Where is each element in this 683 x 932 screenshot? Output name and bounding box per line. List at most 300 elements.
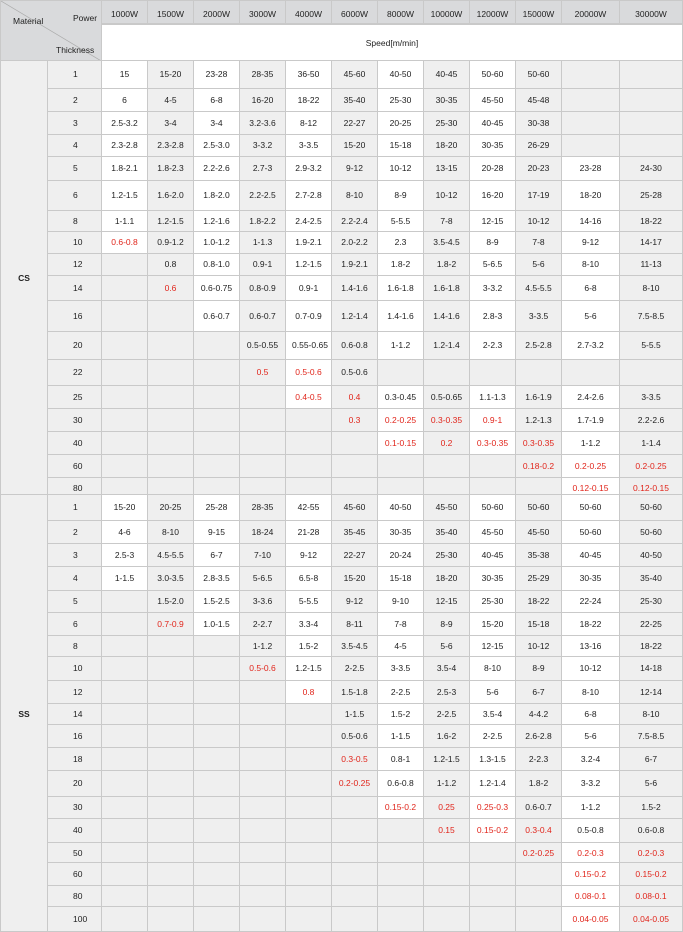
speed-cell: 30-35 — [562, 567, 620, 591]
speed-cell: 0.6-0.8 — [378, 771, 424, 797]
speed-cell: 3.5-4 — [424, 657, 470, 681]
speed-cell: 3.5-4.5 — [332, 636, 378, 657]
thickness-cell: 14 — [48, 704, 102, 725]
empty-cell — [148, 771, 194, 797]
speed-cell: 0.3-0.4 — [516, 819, 562, 843]
speed-cell: 22-24 — [562, 591, 620, 613]
speed-cell: 1.5-2.5 — [194, 591, 240, 613]
speed-cell: 2.4-2.5 — [286, 211, 332, 232]
power-header-10000w: 10000W — [424, 0, 470, 24]
empty-cell — [148, 886, 194, 907]
empty-cell — [240, 797, 286, 819]
speed-cell: 2-2.3 — [470, 332, 516, 360]
speed-cell: 1.8-2 — [424, 254, 470, 276]
speed-cell: 9-12 — [286, 544, 332, 567]
empty-cell — [194, 386, 240, 409]
empty-cell — [470, 886, 516, 907]
speed-cell: 0.8-1 — [378, 748, 424, 771]
speed-cell: 13-15 — [424, 157, 470, 181]
speed-cell: 2.2-2.5 — [240, 181, 286, 211]
speed-cell: 5-5.5 — [620, 332, 683, 360]
speed-cell: 23-28 — [194, 61, 240, 89]
speed-cell: 8-9 — [470, 232, 516, 254]
speed-cell: 2-2.5 — [332, 657, 378, 681]
speed-cell: 3-3.2 — [562, 771, 620, 797]
speed-cell: 36-50 — [286, 61, 332, 89]
speed-cell: 2.2-2.6 — [194, 157, 240, 181]
speed-cell: 1.8-2.3 — [148, 157, 194, 181]
empty-cell — [424, 843, 470, 863]
empty-cell — [332, 907, 378, 932]
speed-cell: 1.5-1.8 — [332, 681, 378, 704]
speed-cell: 45-50 — [424, 495, 470, 521]
speed-cell: 5-6 — [620, 771, 683, 797]
speed-cell: 1-1.5 — [378, 725, 424, 748]
speed-cell: 0.2-0.25 — [378, 409, 424, 432]
speed-cell: 20-28 — [470, 157, 516, 181]
speed-cell: 28-35 — [240, 61, 286, 89]
speed-cell: 0.8-1.0 — [194, 254, 240, 276]
thickness-cell: 2 — [48, 521, 102, 544]
speed-cell: 8-9 — [378, 181, 424, 211]
empty-cell — [240, 409, 286, 432]
thickness-cell: 8 — [48, 636, 102, 657]
speed-cell: 7-8 — [424, 211, 470, 232]
empty-cell — [240, 455, 286, 478]
empty-cell — [194, 432, 240, 455]
speed-cell: 0.3-0.35 — [424, 409, 470, 432]
speed-cell: 0.3 — [332, 409, 378, 432]
speed-cell: 1.2-1.5 — [102, 181, 148, 211]
speed-cell: 1.2-1.5 — [148, 211, 194, 232]
speed-cell: 0.2-0.3 — [562, 843, 620, 863]
speed-cell: 40-50 — [378, 61, 424, 89]
speed-cell: 4.5-5.5 — [516, 276, 562, 301]
empty-cell — [240, 819, 286, 843]
thickness-cell: 8 — [48, 211, 102, 232]
empty-cell — [102, 386, 148, 409]
power-header-4000w: 4000W — [286, 0, 332, 24]
empty-cell — [286, 455, 332, 478]
speed-cell: 40-45 — [424, 61, 470, 89]
empty-cell — [194, 657, 240, 681]
empty-cell — [620, 135, 683, 157]
speed-cell: 1.2-1.5 — [286, 254, 332, 276]
empty-cell — [286, 409, 332, 432]
speed-cell: 18-20 — [424, 135, 470, 157]
speed-cell: 2.7-3.2 — [562, 332, 620, 360]
empty-cell — [194, 748, 240, 771]
speed-cell: 1-1.3 — [240, 232, 286, 254]
speed-cell: 3.0-3.5 — [148, 567, 194, 591]
speed-cell: 40-45 — [562, 544, 620, 567]
speed-cell: 0.12-0.15 — [620, 478, 683, 495]
empty-cell — [148, 301, 194, 332]
speed-cell: 50-60 — [620, 521, 683, 544]
empty-cell — [194, 863, 240, 886]
speed-cell: 40-50 — [620, 544, 683, 567]
speed-cell: 40-45 — [470, 112, 516, 135]
empty-cell — [194, 725, 240, 748]
speed-cell: 22-27 — [332, 544, 378, 567]
power-header-2000w: 2000W — [194, 0, 240, 24]
thickness-cell: 5 — [48, 157, 102, 181]
empty-cell — [240, 478, 286, 495]
speed-cell: 0.5-0.8 — [562, 819, 620, 843]
empty-cell — [332, 863, 378, 886]
speed-cell: 0.6-0.8 — [620, 819, 683, 843]
speed-cell: 4-6 — [102, 521, 148, 544]
speed-cell: 3-3.5 — [516, 301, 562, 332]
empty-cell — [148, 704, 194, 725]
speed-cell: 10-12 — [562, 657, 620, 681]
empty-cell — [102, 332, 148, 360]
empty-cell — [102, 771, 148, 797]
speed-cell: 1.2-1.4 — [470, 771, 516, 797]
speed-cell: 0.6-0.7 — [194, 301, 240, 332]
speed-cell: 6.5-8 — [286, 567, 332, 591]
speed-cell: 6 — [102, 89, 148, 112]
speed-cell: 8-10 — [620, 704, 683, 725]
speed-cell: 8-10 — [332, 181, 378, 211]
speed-cell: 15 — [102, 61, 148, 89]
speed-cell: 50-60 — [620, 495, 683, 521]
speed-cell: 1.2-1.6 — [194, 211, 240, 232]
empty-cell — [332, 819, 378, 843]
empty-cell — [332, 843, 378, 863]
speed-cell: 1.6-1.8 — [424, 276, 470, 301]
speed-cell: 25-30 — [424, 112, 470, 135]
speed-cell: 1.9-2.1 — [286, 232, 332, 254]
speed-cell: 0.25 — [424, 797, 470, 819]
speed-cell: 0.3-0.35 — [516, 432, 562, 455]
thickness-cell: 6 — [48, 613, 102, 636]
empty-cell — [148, 332, 194, 360]
speed-cell: 25-29 — [516, 567, 562, 591]
speed-cell: 0.08-0.1 — [562, 886, 620, 907]
speed-cell: 1-1.4 — [620, 432, 683, 455]
speed-cell: 3.5-4 — [470, 704, 516, 725]
speed-cell: 0.9-1 — [470, 409, 516, 432]
speed-cell: 0.5-0.65 — [424, 386, 470, 409]
empty-cell — [286, 704, 332, 725]
speed-cell: 18-22 — [286, 89, 332, 112]
speed-cell: 1.8-2 — [378, 254, 424, 276]
speed-cell: 35-45 — [332, 521, 378, 544]
speed-cell: 14-17 — [620, 232, 683, 254]
empty-cell — [378, 360, 424, 386]
speed-cell: 21-28 — [286, 521, 332, 544]
speed-cell: 0.4-0.5 — [286, 386, 332, 409]
power-header-20000w: 20000W — [562, 0, 620, 24]
empty-cell — [470, 478, 516, 495]
speed-cell: 0.04-0.05 — [562, 907, 620, 932]
thickness-cell: 22 — [48, 360, 102, 386]
speed-cell: 50-60 — [516, 495, 562, 521]
speed-cell: 0.3-0.5 — [332, 748, 378, 771]
thickness-cell: 60 — [48, 455, 102, 478]
speed-cell: 20-25 — [148, 495, 194, 521]
speed-cell: 3.2-4 — [562, 748, 620, 771]
power-header-1000w: 1000W — [102, 0, 148, 24]
speed-cell: 15-20 — [470, 613, 516, 636]
empty-cell — [240, 843, 286, 863]
speed-cell: 20-23 — [516, 157, 562, 181]
speed-cell: 0.6-0.75 — [194, 276, 240, 301]
speed-cell: 45-50 — [470, 89, 516, 112]
speed-cell: 9-10 — [378, 591, 424, 613]
empty-cell — [102, 613, 148, 636]
speed-cell: 0.55-0.65 — [286, 332, 332, 360]
speed-cell: 5-6.5 — [470, 254, 516, 276]
speed-cell: 1.8-2.0 — [194, 181, 240, 211]
empty-cell — [240, 907, 286, 932]
speed-cell: 6-7 — [516, 681, 562, 704]
speed-cell: 0.8 — [148, 254, 194, 276]
speed-cell: 0.6-0.8 — [332, 332, 378, 360]
speed-cell: 0.6-0.8 — [102, 232, 148, 254]
empty-cell — [102, 725, 148, 748]
speed-cell: 3.2-3.6 — [240, 112, 286, 135]
speed-cell: 0.6-0.7 — [240, 301, 286, 332]
empty-cell — [240, 681, 286, 704]
speed-cell: 7-10 — [240, 544, 286, 567]
empty-cell — [424, 886, 470, 907]
speed-cell: 18-22 — [562, 613, 620, 636]
speed-cell: 3.3-4 — [286, 613, 332, 636]
speed-cell: 0.15-0.2 — [470, 819, 516, 843]
speed-cell: 10-12 — [424, 181, 470, 211]
speed-cell: 2.3-2.8 — [102, 135, 148, 157]
speed-cell: 2.5-3 — [424, 681, 470, 704]
thickness-cell: 30 — [48, 409, 102, 432]
speed-cell: 1.4-1.6 — [332, 276, 378, 301]
speed-cell: 5-6.5 — [240, 567, 286, 591]
power-header-8000w: 8000W — [378, 0, 424, 24]
empty-cell — [102, 254, 148, 276]
speed-cell: 3-3.5 — [286, 135, 332, 157]
power-label: Power — [73, 13, 98, 23]
empty-cell — [286, 797, 332, 819]
material-cell-cs: CS — [0, 61, 48, 495]
empty-cell — [148, 386, 194, 409]
speed-cell: 0.8 — [286, 681, 332, 704]
empty-cell — [286, 907, 332, 932]
speed-cell: 0.5-0.6 — [332, 725, 378, 748]
empty-cell — [102, 843, 148, 863]
speed-cell: 2-2.3 — [516, 748, 562, 771]
speed-cell: 30-35 — [424, 89, 470, 112]
empty-cell — [286, 432, 332, 455]
empty-cell — [102, 907, 148, 932]
empty-cell — [620, 112, 683, 135]
empty-cell — [194, 455, 240, 478]
speed-cell: 1-1.2 — [562, 432, 620, 455]
speed-cell: 1-1.2 — [424, 771, 470, 797]
empty-cell — [148, 478, 194, 495]
thickness-cell: 4 — [48, 567, 102, 591]
speed-cell: 1.2-1.4 — [424, 332, 470, 360]
speed-cell: 1.1-1.3 — [470, 386, 516, 409]
speed-cell: 2.0-2.2 — [332, 232, 378, 254]
empty-cell — [286, 478, 332, 495]
empty-cell — [102, 478, 148, 495]
power-header-6000w: 6000W — [332, 0, 378, 24]
speed-cell: 25-30 — [378, 89, 424, 112]
empty-cell — [194, 704, 240, 725]
speed-cell: 8-10 — [620, 276, 683, 301]
speed-cell: 1.8-2.1 — [102, 157, 148, 181]
speed-cell: 1.4-1.6 — [378, 301, 424, 332]
empty-cell — [194, 843, 240, 863]
speed-cell: 18-24 — [240, 521, 286, 544]
speed-cell: 0.6 — [148, 276, 194, 301]
thickness-cell: 30 — [48, 797, 102, 819]
empty-cell — [378, 478, 424, 495]
speed-cell: 30-35 — [470, 567, 516, 591]
speed-cell: 0.5-0.6 — [240, 657, 286, 681]
speed-cell: 2.6-2.8 — [516, 725, 562, 748]
empty-cell — [194, 478, 240, 495]
empty-cell — [148, 907, 194, 932]
speed-cell: 11-13 — [620, 254, 683, 276]
speed-cell: 45-60 — [332, 61, 378, 89]
thickness-cell: 1 — [48, 495, 102, 521]
empty-cell — [102, 276, 148, 301]
speed-cell: 8-9 — [516, 657, 562, 681]
empty-cell — [148, 863, 194, 886]
speed-cell: 7.5-8.5 — [620, 301, 683, 332]
empty-cell — [516, 886, 562, 907]
speed-cell: 42-55 — [286, 495, 332, 521]
empty-cell — [148, 843, 194, 863]
speed-cell: 1.9-2.1 — [332, 254, 378, 276]
speed-cell: 2-2.7 — [240, 613, 286, 636]
empty-cell — [148, 409, 194, 432]
thickness-cell: 3 — [48, 544, 102, 567]
speed-cell: 1-1.1 — [102, 211, 148, 232]
speed-cell: 45-50 — [516, 521, 562, 544]
speed-cell: 0.4 — [332, 386, 378, 409]
speed-cell: 2-2.5 — [424, 704, 470, 725]
empty-cell — [102, 863, 148, 886]
empty-cell — [516, 863, 562, 886]
empty-cell — [102, 704, 148, 725]
speed-cell: 15-20 — [102, 495, 148, 521]
speed-cell: 2.3-2.8 — [148, 135, 194, 157]
empty-cell — [194, 360, 240, 386]
speed-cell: 1.2-1.3 — [516, 409, 562, 432]
speed-cell: 1.7-1.9 — [562, 409, 620, 432]
speed-cell: 22-27 — [332, 112, 378, 135]
empty-cell — [194, 886, 240, 907]
speed-cell: 5-6 — [516, 254, 562, 276]
speed-cell: 18-22 — [620, 636, 683, 657]
thickness-cell: 40 — [48, 819, 102, 843]
power-header-1500w: 1500W — [148, 0, 194, 24]
empty-cell — [148, 797, 194, 819]
empty-cell — [194, 907, 240, 932]
speed-cell: 1.4-1.6 — [424, 301, 470, 332]
speed-cell: 22-25 — [620, 613, 683, 636]
speed-cell: 8-10 — [470, 657, 516, 681]
thickness-cell: 20 — [48, 332, 102, 360]
thickness-cell: 4 — [48, 135, 102, 157]
speed-cell: 3-4 — [194, 112, 240, 135]
speed-cell: 0.2-0.3 — [620, 843, 683, 863]
speed-cell: 0.2-0.25 — [562, 455, 620, 478]
speed-cell: 0.18-0.2 — [516, 455, 562, 478]
speed-cell: 4-4.2 — [516, 704, 562, 725]
speed-cell: 18-20 — [562, 181, 620, 211]
speed-cell: 2.4-2.6 — [562, 386, 620, 409]
speed-cell: 1.2-1.4 — [332, 301, 378, 332]
empty-cell — [240, 748, 286, 771]
empty-cell — [148, 455, 194, 478]
empty-cell — [102, 819, 148, 843]
speed-cell: 15-18 — [516, 613, 562, 636]
empty-cell — [240, 432, 286, 455]
speed-cell: 8-12 — [286, 112, 332, 135]
speed-cell: 1-1.2 — [562, 797, 620, 819]
empty-cell — [562, 360, 620, 386]
empty-cell — [516, 907, 562, 932]
speed-cell: 0.5-0.55 — [240, 332, 286, 360]
material-cell-ss: SS — [0, 495, 48, 932]
thickness-cell: 1 — [48, 61, 102, 89]
speed-cell: 23-28 — [562, 157, 620, 181]
speed-cell: 8-10 — [562, 681, 620, 704]
speed-cell: 1.8-2.2 — [240, 211, 286, 232]
thickness-cell: 25 — [48, 386, 102, 409]
speed-cell: 0.15-0.2 — [620, 863, 683, 886]
speed-cell: 1.6-2 — [424, 725, 470, 748]
empty-cell — [470, 907, 516, 932]
speed-cell: 24-30 — [620, 157, 683, 181]
thickness-cell: 12 — [48, 254, 102, 276]
speed-cell: 0.12-0.15 — [562, 478, 620, 495]
speed-cell: 1.2-1.5 — [286, 657, 332, 681]
speed-cell: 1.5-2 — [620, 797, 683, 819]
thickness-cell: 2 — [48, 89, 102, 112]
speed-cell: 1.6-1.9 — [516, 386, 562, 409]
speed-cell: 7.5-8.5 — [620, 725, 683, 748]
speed-cell: 8-10 — [562, 254, 620, 276]
empty-cell — [286, 886, 332, 907]
thickness-cell: 60 — [48, 863, 102, 886]
speed-cell: 5-6 — [424, 636, 470, 657]
speed-cell: 25-30 — [620, 591, 683, 613]
speed-cell: 0.3-0.35 — [470, 432, 516, 455]
thickness-cell: 10 — [48, 232, 102, 254]
speed-cell: 20-24 — [378, 544, 424, 567]
empty-cell — [240, 771, 286, 797]
corner-header — [0, 0, 102, 61]
empty-cell — [332, 455, 378, 478]
empty-cell — [148, 681, 194, 704]
speed-cell: 0.2 — [424, 432, 470, 455]
empty-cell — [148, 748, 194, 771]
empty-cell — [194, 819, 240, 843]
empty-cell — [102, 636, 148, 657]
speed-cell: 50-60 — [470, 495, 516, 521]
thickness-cell: 40 — [48, 432, 102, 455]
thickness-cell: 6 — [48, 181, 102, 211]
speed-cell: 18-20 — [424, 567, 470, 591]
empty-cell — [148, 819, 194, 843]
empty-cell — [102, 748, 148, 771]
speed-cell: 0.2-0.25 — [620, 455, 683, 478]
